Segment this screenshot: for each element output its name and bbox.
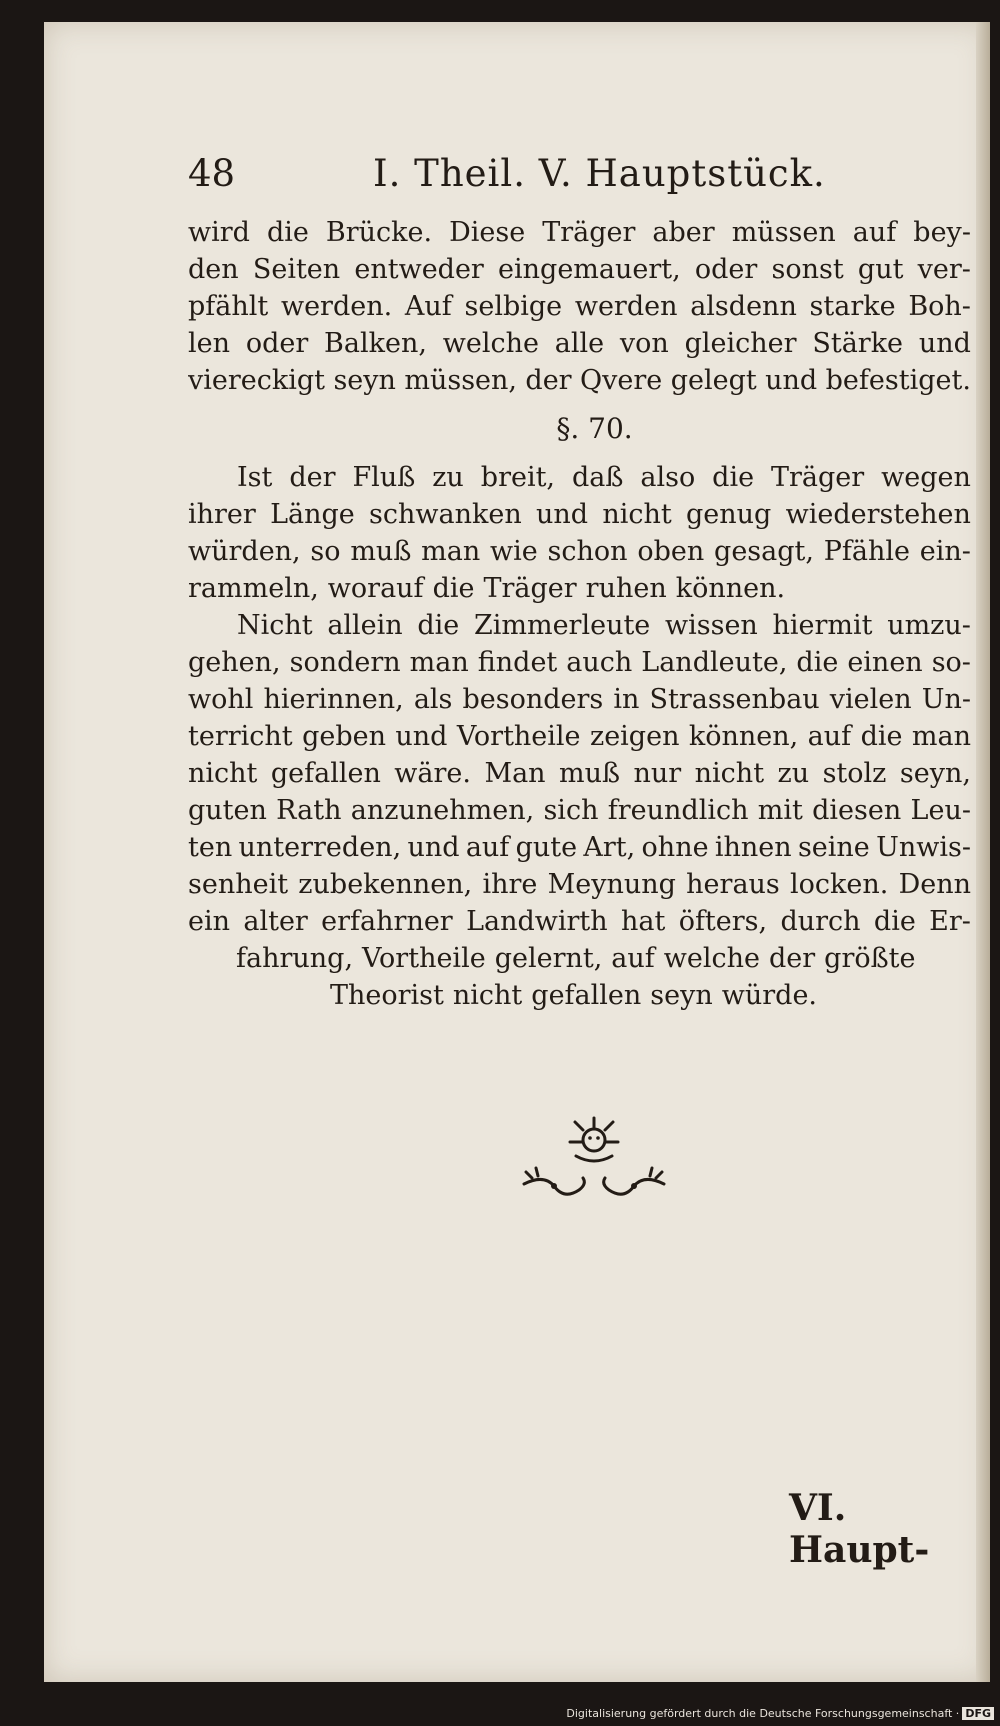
text-line: [188, 718, 971, 755]
word: auf: [465, 832, 510, 863]
word: als: [413, 684, 453, 715]
text-line: [188, 362, 971, 399]
word: Leu-: [910, 795, 971, 826]
word: freundlich: [607, 795, 749, 826]
digitization-credit: [566, 1707, 994, 1720]
word: gleicher: [684, 328, 797, 359]
word: fahrung,: [236, 943, 354, 974]
text-line: [188, 325, 971, 362]
word: viereckigt: [188, 365, 326, 396]
word: alter: [243, 906, 308, 937]
word: erfahrner: [321, 906, 453, 937]
printers-ornament-icon: [514, 1112, 674, 1222]
word: man: [421, 536, 481, 567]
word: Auf: [404, 291, 452, 322]
word: welche: [442, 328, 539, 359]
word: Unwis-: [876, 832, 971, 863]
word: Landwirth: [466, 906, 608, 937]
word: nur: [633, 758, 682, 789]
word: eingemauert,: [498, 254, 681, 285]
word: so-: [931, 647, 971, 678]
word: hierinnen,: [263, 684, 404, 715]
word: und: [536, 499, 589, 530]
word: anzunehmen,: [350, 795, 535, 826]
word: der: [769, 943, 816, 974]
word: können.: [675, 573, 786, 604]
word: und: [918, 328, 971, 359]
word: senheit: [188, 869, 289, 900]
word: befestiget.: [825, 365, 971, 396]
word: gefallen: [270, 758, 381, 789]
word: muß: [350, 536, 412, 567]
word: den: [188, 254, 239, 285]
word: starke: [809, 291, 896, 322]
word: die: [860, 721, 903, 752]
text-line: [188, 459, 971, 496]
word: Seiten: [252, 254, 341, 285]
word: ihnen: [714, 832, 792, 863]
word: stolz: [822, 758, 887, 789]
word: geben: [302, 721, 386, 752]
word: gehen,: [188, 647, 281, 678]
word: man: [409, 647, 469, 678]
word: nicht: [694, 758, 765, 789]
word: Theorist: [330, 980, 444, 1011]
word: auf: [807, 721, 852, 752]
word: der: [289, 462, 336, 493]
word: len: [188, 328, 231, 359]
word: ruhen: [585, 573, 667, 604]
catchword: VI. Haupt-: [789, 1487, 930, 1571]
word: Man: [484, 758, 546, 789]
word: gefallen: [531, 980, 642, 1011]
word: auch: [566, 647, 633, 678]
word: also: [640, 462, 696, 493]
word: oder: [245, 328, 309, 359]
word: gesagt,: [714, 536, 814, 567]
word: Meynung: [547, 869, 676, 900]
text-line: [188, 977, 971, 1014]
word: die: [266, 217, 309, 248]
text-line: [188, 866, 971, 903]
section-paragraphs: [188, 459, 971, 1014]
word: ihre: [482, 869, 538, 900]
word: heraus: [686, 869, 780, 900]
word: genug: [686, 499, 772, 530]
text-line: [188, 607, 971, 644]
running-head: I. Theil. V. Hauptstück.: [373, 152, 826, 195]
word: hiermit: [772, 610, 873, 641]
word: man: [911, 721, 971, 752]
word: bey-: [913, 217, 971, 248]
word: seyn: [333, 365, 396, 396]
word: ohne: [641, 832, 709, 863]
word: Rath: [276, 795, 342, 826]
word: öfters,: [678, 906, 768, 937]
text-line: [188, 903, 971, 940]
word: Träger: [771, 462, 865, 493]
text-line: [188, 496, 971, 533]
word: größte: [824, 943, 916, 974]
word: selbige: [464, 291, 563, 322]
word: alsdenn: [690, 291, 797, 322]
page-edge: [976, 22, 990, 1682]
word: Strassenbau: [649, 684, 820, 715]
word: und: [395, 721, 448, 752]
word: wohl: [188, 684, 254, 715]
word: die: [796, 647, 839, 678]
word: guten: [188, 795, 267, 826]
word: so: [310, 536, 341, 567]
word: müssen: [731, 217, 836, 248]
word: Boh-: [908, 291, 971, 322]
text-line: [188, 940, 971, 977]
word: Diese: [449, 217, 526, 248]
text-line: [188, 288, 971, 325]
credit-text: Digitalisierung gefördert durch die Deutsche Forschungsgemeinschaft ·: [566, 1707, 960, 1720]
word: werden.: [280, 291, 393, 322]
word: wiederstehen: [785, 499, 971, 530]
word: ver-: [917, 254, 971, 285]
word: Länge: [270, 499, 355, 530]
word: auf: [852, 217, 897, 248]
word: Landleute,: [641, 647, 788, 678]
word: Nicht: [237, 610, 313, 641]
text-line: [188, 755, 971, 792]
word: umzu-: [887, 610, 971, 641]
word: die: [873, 906, 916, 937]
word: ein-: [919, 536, 971, 567]
word: schwanken: [369, 499, 522, 530]
word: worauf: [327, 573, 424, 604]
text-line: [188, 533, 971, 570]
word: wissen: [664, 610, 758, 641]
word: in: [613, 684, 640, 715]
word: nicht: [602, 499, 672, 530]
word: wie: [490, 536, 538, 567]
word: entweder: [354, 254, 484, 285]
word: Qvere: [580, 365, 663, 396]
word: seine: [797, 832, 870, 863]
word: sich: [543, 795, 599, 826]
word: Art,: [583, 832, 636, 863]
word: findet: [477, 647, 558, 678]
word: seyn: [650, 980, 713, 1011]
word: einen: [847, 647, 923, 678]
word: besonders: [462, 684, 604, 715]
word: Vortheile: [456, 721, 581, 752]
word: Balken,: [324, 328, 427, 359]
word: alle: [554, 328, 605, 359]
text-line: [188, 829, 971, 866]
page-header: [188, 152, 828, 202]
dfg-logo: DFG: [962, 1707, 994, 1720]
word: unterreden,: [238, 832, 402, 863]
paragraph-continuation: [188, 214, 971, 399]
word: sonst: [771, 254, 844, 285]
word: die: [712, 462, 755, 493]
word: oben: [637, 536, 705, 567]
text-line: [188, 681, 971, 718]
word: würden,: [188, 536, 301, 567]
word: Pfähle: [823, 536, 911, 567]
word: hat: [621, 906, 666, 937]
word: Un-: [921, 684, 971, 715]
word: Träger: [542, 217, 636, 248]
word: der: [525, 365, 572, 396]
word: wegen: [881, 462, 971, 493]
word: pfählt: [188, 291, 269, 322]
word: und: [765, 365, 818, 396]
word: Brücke.: [325, 217, 433, 248]
text-line: [188, 644, 971, 681]
word: die: [432, 573, 475, 604]
word: von: [619, 328, 669, 359]
word: muß: [559, 758, 621, 789]
word: können,: [688, 721, 799, 752]
word: auf: [611, 943, 655, 974]
word: welche: [663, 943, 760, 974]
word: ihrer: [188, 499, 256, 530]
word: allein: [327, 610, 403, 641]
word: nicht: [452, 980, 523, 1011]
word: gelegt: [670, 365, 757, 396]
word: werden: [574, 291, 678, 322]
word: ein: [188, 906, 231, 937]
word: Ist: [237, 462, 273, 493]
word: Stärke: [812, 328, 904, 359]
word: Denn: [898, 869, 971, 900]
word: rammeln,: [188, 573, 319, 604]
word: zu: [432, 462, 464, 493]
word: Zimmerleute: [473, 610, 651, 641]
word: locken.: [790, 869, 889, 900]
word: breit,: [480, 462, 556, 493]
word: sondern: [289, 647, 401, 678]
word: daß: [571, 462, 624, 493]
text-line: [188, 214, 971, 251]
word: müssen,: [404, 365, 517, 396]
word: ten: [188, 832, 233, 863]
word: Er-: [929, 906, 971, 937]
word: zeigen: [589, 721, 680, 752]
word: aber: [652, 217, 715, 248]
word: zu: [777, 758, 810, 789]
word: gute: [515, 832, 578, 863]
word: zubekennen,: [298, 869, 473, 900]
word: seyn,: [899, 758, 971, 789]
page-number: 48: [188, 152, 236, 195]
word: wäre.: [394, 758, 471, 789]
body-text: [188, 214, 971, 1014]
word: schon: [547, 536, 628, 567]
word: wird: [188, 217, 250, 248]
word: durch: [780, 906, 861, 937]
word: gelernt,: [494, 943, 603, 974]
word: oder: [694, 254, 758, 285]
text-line: [188, 570, 971, 607]
word: gut: [857, 254, 904, 285]
word: vielen: [829, 684, 912, 715]
word: terricht: [188, 721, 293, 752]
word: nicht: [188, 758, 258, 789]
text-line: [188, 792, 971, 829]
word: diesen: [812, 795, 902, 826]
word: und: [407, 832, 460, 863]
word: Fluß: [352, 462, 416, 493]
word: Vortheile: [362, 943, 486, 974]
section-heading: §. 70.: [556, 412, 633, 445]
text-line: [188, 251, 971, 288]
word: die: [417, 610, 460, 641]
book-page: [44, 22, 990, 1682]
word: Träger: [483, 573, 577, 604]
word: mit: [757, 795, 803, 826]
word: würde.: [721, 980, 818, 1011]
